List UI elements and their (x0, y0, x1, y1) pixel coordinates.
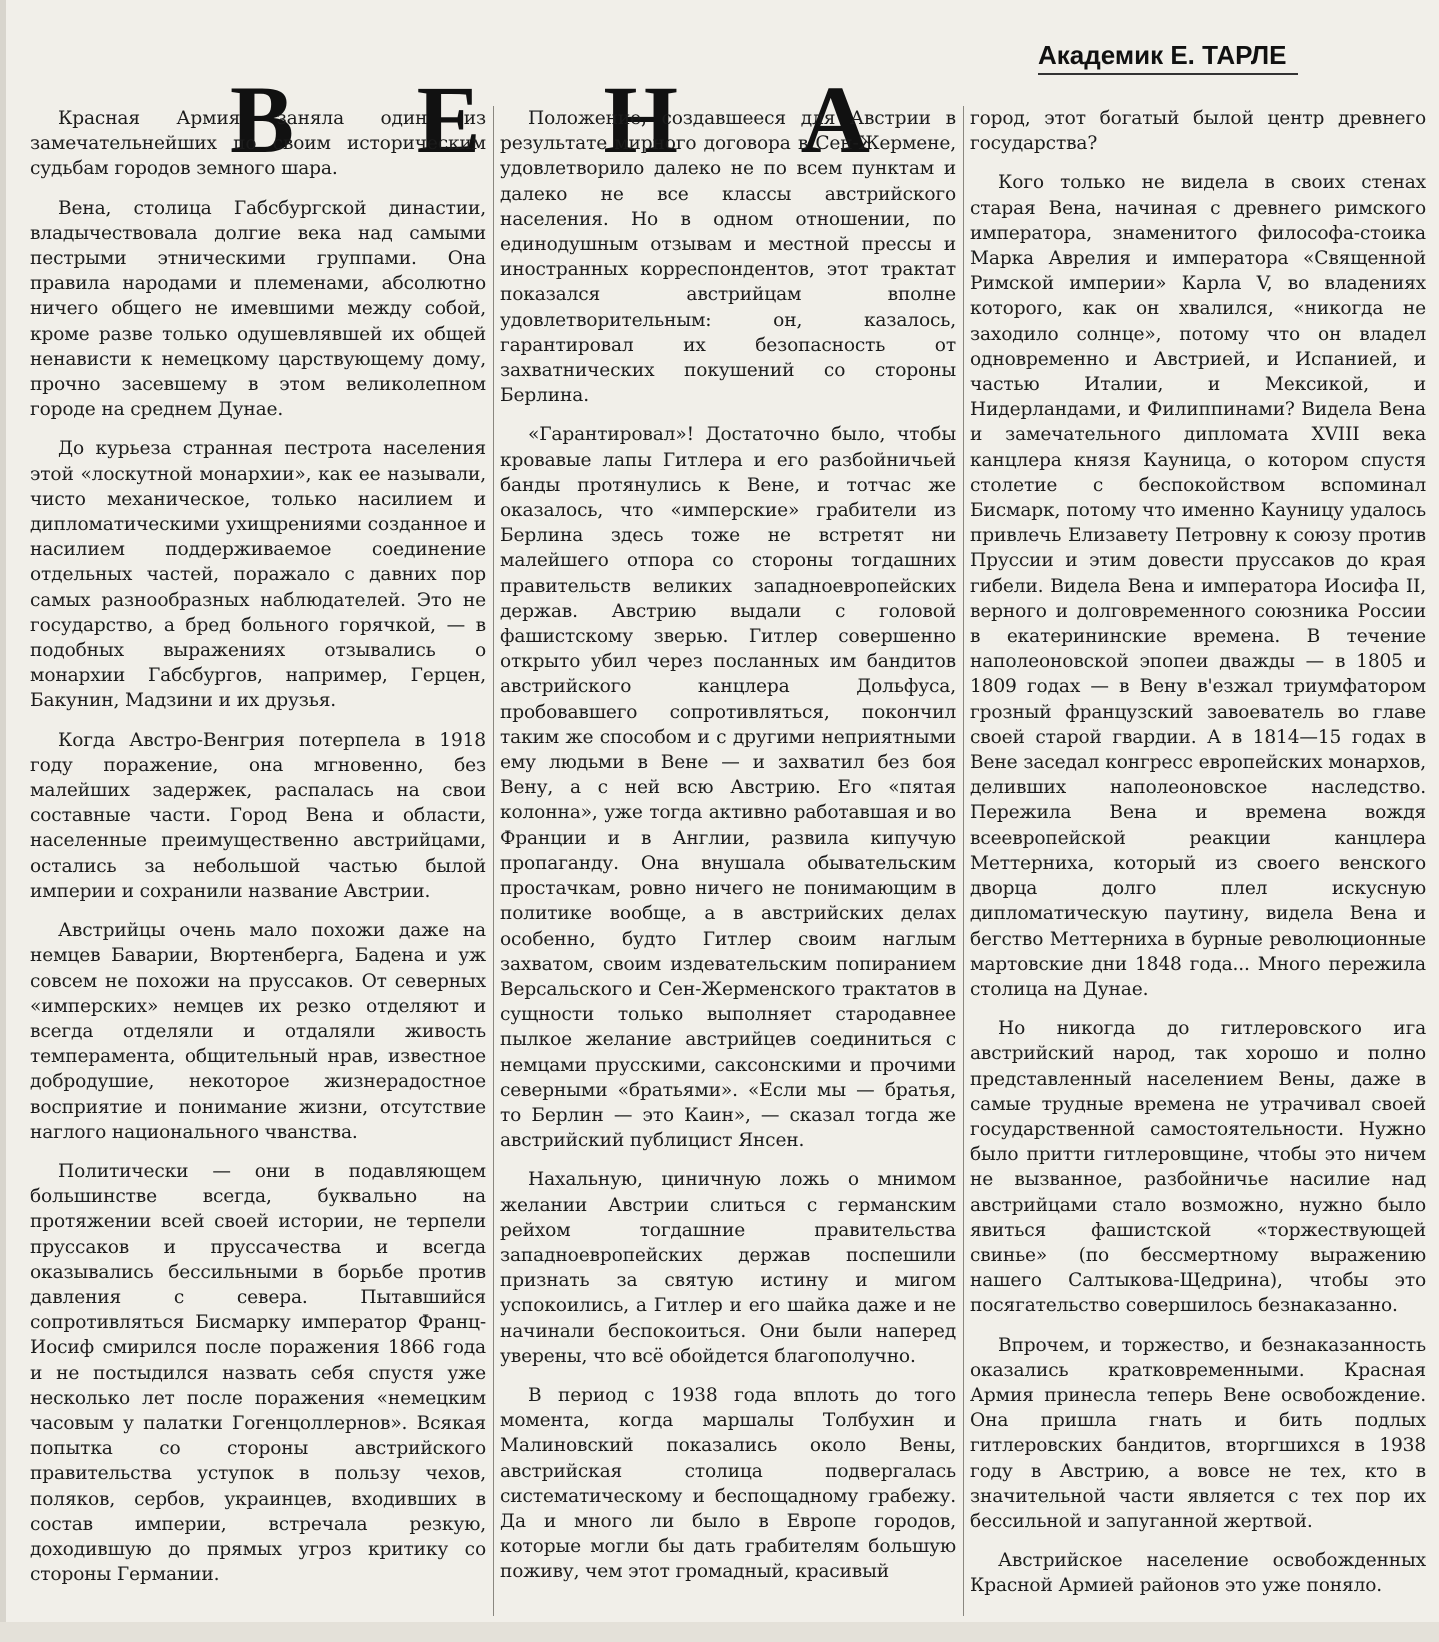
article-column-3 (970, 106, 1426, 1616)
paragraph: Впрочем, и торжество, и безнаказанность оказались кратковременными. Красная Армия принесла теперь Вене освобождение. Она пришла гнать и бить подлых гитлеровских бандитов, вторгшихся в 1938 году в Австрию, а вовсе не тех, кто в значительной части является с тех пор их бессильной и запуганной жертвой. (970, 1334, 1426, 1532)
paragraph: Австрийское население освобожденных Красной Армией районов это уже поняло. (970, 1550, 1426, 1597)
paragraph: Вена, столица Габсбургской династии, владычествовала долгие века над самыми пестрыми этническими группами. Она правила народами и племенами, абсолютно ничего общего не имевшими между собой, кроме разве только одушевлявшей их общей ненависти к немецкому царствующему дому, прочно засевшему в этом великолепном городе на среднем Дунае. (30, 197, 486, 421)
author-byline: Академик Е. ТАРЛЕ (1038, 40, 1298, 75)
title-letter: Н (603, 66, 679, 174)
paragraph-continued: город, этот богатый былой центр древнего государства? (970, 108, 1426, 155)
paragraph: Но никогда до гитлеровского ига австрийский народ, так хорошо и полно представленный населением Вены, даже в самые трудные времена не утрачивал своей государственной самостоятельности. Нужно было притти гитлеровщине, чтобы это ничем не вызванное, разбойничье насилие над австрийцами стало возможно, нужно было явиться фашистской «торжествующей свинье» (по бессмертному выражению нашего Салтыкова-Щедрина), чтобы это посягательство совершилось безнаказанно. (970, 1018, 1426, 1317)
paragraph: Когда Австро-Венгрия потерпела в 1918 году поражение, она мгновенно, без малейших задержек, распалась на свои составные части. Город Вена и области, населенные преимущественно австрийцами, остались за небольшой частью былой империи и сохранили название Австрии. (30, 729, 486, 902)
article-column-1 (30, 106, 486, 1616)
paragraph: Австрийцы очень мало похожи даже на немцев Баварии, Вюртенберга, Бадена и уж совсем не похожи на пруссаков. От северных «имперских» немцев их резко отделяют и всегда отделяли и отдаляли живость темперамента, общительный нрав, известное добродушие, некоторое жизнерадостное восприятие и понимание жизни, отсутствие наглого национального чванства. (30, 920, 486, 1143)
paragraph: До курьеза странная пестрота населения этой «лоскутной монархии», как ее называли, чисто механическое, только насилием и дипломатическими ухищрениями созданное и насилием поддерживаемое соединение отдельных частей, поражало с давних пор самых разнообразных наблюдателей. Это не государство, а бред больного горячкой, — в подобных выражениях отзывались о монархии Габсбургов, например, Герцен, Бакунин, Мадзини и их друзья. (30, 438, 486, 712)
paragraph: «Гарантировал»! Достаточно было, чтобы кровавые лапы Гитлера и его разбойничьей банды протянулись к Вене, и тотчас же оказалось, что «имперские» грабители из Берлина здесь тоже не встретят ни малейшего отпора со стороны тогдашних правительств великих западноевропейских держав. Австрию выдали с головой фашистскому зверью. Гитлер совершенно открыто убил через посланных им бандитов австрийского канцлера Дольфуса, пробовавшего сопротивляться, покончил таким же способом и с другими неприятными ему людьми в Вене — и захватил без боя Вену, а с ней всю Австрию. Его «пятая колонна», уже тогда активно работавшая и во Франции и в Англии, развила кипучую пропаганду. Она внушала обывательским простачкам, ровно ничего не понимающим в политике вообще, а в австрийских делах особенно, будто Гитлер своим наглым захватом, своим издевательским попиранием Версальского и Сен-Жерменского трактатов в сущности только выполняет стародавнее пылкое желание австрийцев соединиться с немцами прусскими, саксонскими и прочими северными «братьями». «Если мы — братья, то Берлин — это Каин», — сказал тогда же австрийский публицист Янсен. (500, 424, 956, 1152)
title-letter: В (230, 66, 295, 174)
paragraph: В период с 1938 года вплоть до того момента, когда маршалы Толбухин и Малиновский показались около Вены, австрийская столица подвергалась систематическому и беспощадному грабежу. Да и много ли было в Европе городов, которые могли бы дать грабителям большую поживу, чем этот громадный, красивый (500, 1384, 956, 1583)
column-divider (963, 106, 964, 1616)
title-letter: А (800, 66, 870, 174)
paragraph: Кого только не видела в своих стенах старая Вена, начиная с древнего римского императора, знаменитого философа-стоика Марка Аврелия и императора «Священной Римской империи» Карла V, во владениях которого, как он хвалился, «никогда не заходило солнце», потому что он владел одновременно и Австрией, и Испанией, и частью Италии, и Мексикой, и Нидерландами, и Филиппинами? Видела Вена и замечательного дипломата XVIII века канцлера князя Кауница, о котором спустя столетие с беспокойством вспоминал Бисмарк, потому что именно Кауницу удалось привлечь Елизавету Петровну к союзу против Пруссии и этим довести пруссаков до края гибели. Видела Вена и императора Иосифа II, верного и долговременного союзника России в екатерининские времена. В течение наполеоновской эпопеи дважды — в 1805 и 1809 годах — в Вену в'езжал триумфатором грозный французский завоеватель во главе своей старой гвардии. А в 1814—15 годах в Вене заседал конгресс европейских монархов, деливших наполеоновское наследство. Пережила Вена и времена вождя всеевропейской реакции канцлера Меттерниха, который из своего венского дворца долго плел искусную дипломатическую паутину, видела Вена и бегство Меттерниха в бурные революционные мартовские дни 1848 года... Много пережила столица на Дунае. (970, 172, 1426, 1000)
article-column-2 (500, 106, 956, 1616)
paragraph: Политически — они в подавляющем большинстве всегда, буквально на протяжении всей своей истории, не терпели пруссаков и пруссачества и всегда оказывались бессильными в борьбе против давления с севера. Пытавшийся сопротивляться Бисмарку император Франц-Иосиф смирился после поражения 1866 года и не постыдился назвать себя спустя уже несколько лет после поражения «немецким часовым у палатки Гогенцоллернов». Всякая попытка со стороны австрийского правительства уступок в пользу чехов, поляков, сербов, украинцев, входивших в состав империи, встречала резкую, доходившую до прямых угроз критику со стороны Германии. (30, 1160, 486, 1586)
scan-edge (0, 0, 6, 1642)
title-letter: Е (416, 66, 481, 174)
paragraph: Нахальную, циничную ложь о мнимом желании Австрии слиться с германским рейхом тогдашние правительства западноевропейских держав поспешили признать за святую истину и мигом успокоились, а Гитлер и его шайка даже и не начинали беспокоиться. Они были наперед уверены, что всё обойдется благополучно. (500, 1169, 956, 1367)
scan-bottom-edge (0, 1622, 1439, 1642)
paragraph: Красная Армия заняла один из замечательнейших по своим историческим судьбам городов земного шара. (30, 108, 486, 180)
paragraph: Положение, создавшееся для Австрии в результате мирного договора в Сен-Жермене, удовлетворило далеко не по всем пунктам и далеко не все классы австрийского населения. Но в одном отношении, по единодушным отзывам и местной прессы и иностранных корреспондентов, этот трактат показался австрийцам вполне удовлетворительным: он, казалось, гарантировал их безопасность от захватнических покушений со стороны Берлина. (500, 108, 956, 407)
column-divider (493, 106, 494, 1616)
